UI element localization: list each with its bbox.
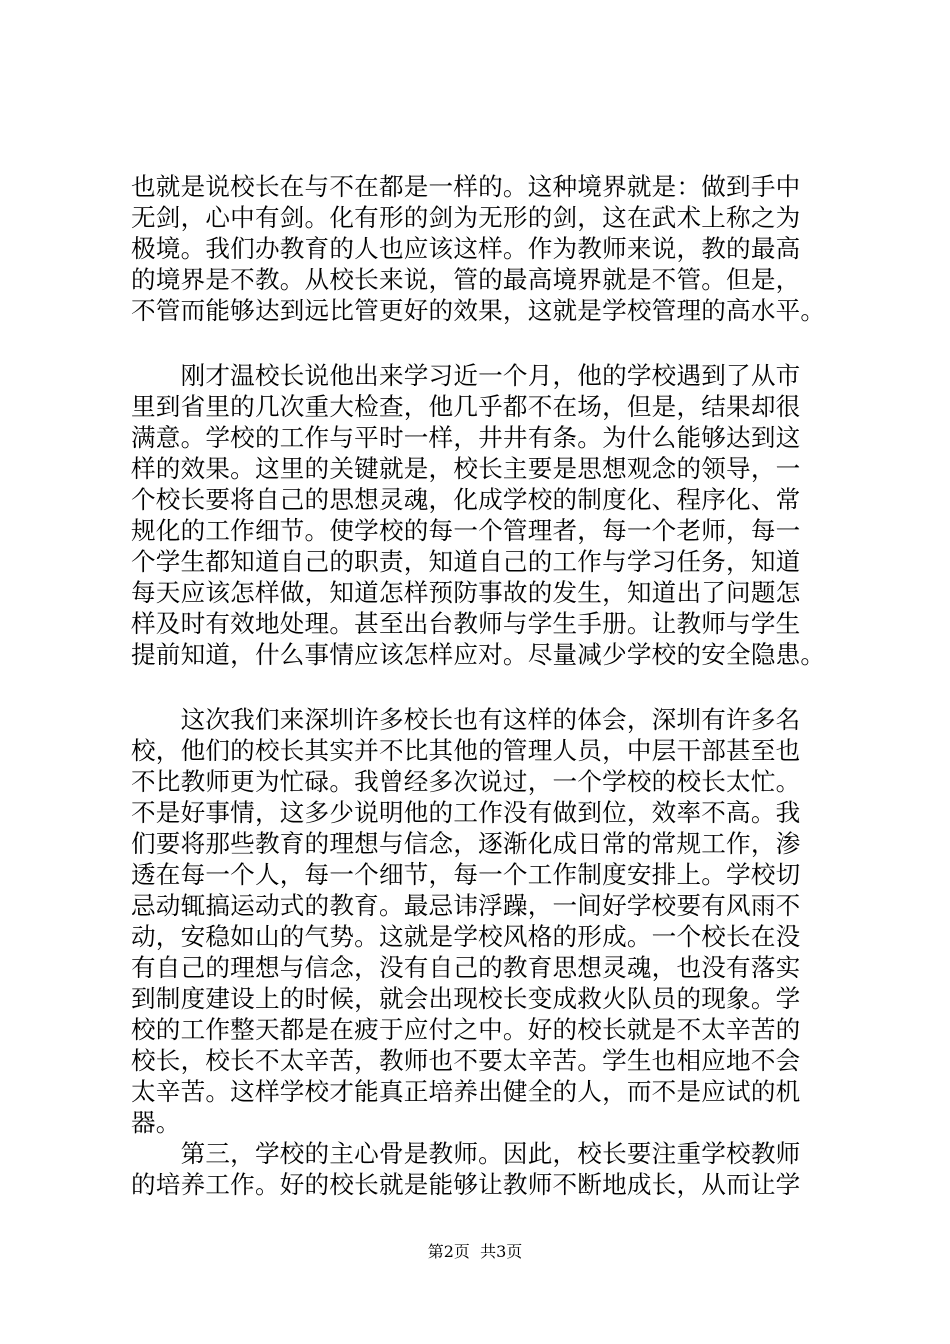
paragraph-2 [131,360,831,670]
text-line: 动，安稳如山的气势。这就是学校风格的形成。一个校长在没 [131,922,801,951]
text-line: 的境界是不教。从校长来说，管的最高境界就是不管。但是， [131,265,801,294]
text-line: 校，他们的校长其实并不比其他的管理人员，中层干部甚至也 [131,736,801,765]
paragraph-1 [131,171,831,326]
text-line: 校长，校长不太辛苦，教师也不要太辛苦。学生也相应地不会 [131,1046,801,1075]
text-line: 提前知道，什么事情应该怎样应对。尽量减少学校的安全隐患。 [131,640,826,669]
text-line: 样的效果。这里的关键就是，校长主要是思想观念的领导，一 [131,454,801,483]
text-line: 规化的工作细节。使学校的每一个管理者，每一个老师，每一 [131,516,801,545]
text-line: 满意。学校的工作与平时一样，井井有条。为什么能够达到这 [131,423,801,452]
text-line: 忌动辄搞运动式的教育。最忌讳浮躁，一间好学校要有风雨不 [131,891,801,920]
text-line: 极境。我们办教育的人也应该这样。作为教师来说，教的最高 [131,234,801,263]
text-line: 不是好事情，这多少说明他的工作没有做到位，效率不高。我 [131,798,801,827]
text-line: 有自己的理想与信念，没有自己的教育思想灵魂，也没有落实 [131,953,801,982]
text-line: 个校长要将自己的思想灵魂，化成学校的制度化、程序化、常 [131,485,801,514]
text-line: 不管而能够达到远比管更好的效果，这就是学校管理的高水平。 [131,296,826,325]
text-line: 也就是说校长在与不在都是一样的。这种境界就是：做到手中 [131,172,801,201]
text-line: 里到省里的几次重大检查，他几乎都不在场，但是，结果却很 [131,392,801,421]
text-line: 太辛苦。这样学校才能真正培养出健全的人，而不是应试的机 [131,1077,801,1106]
paragraph-spacer [131,326,831,360]
text-line: 刚才温校长说他出来学习近一个月，他的学校遇到了从市 [131,361,801,390]
text-line: 校的工作整天都是在疲于应付之中。好的校长就是不太辛苦的 [131,1015,801,1044]
paragraph-3 [131,704,831,1200]
text-line: 无剑，心中有剑。化有形的剑为无形的剑，这在武术上称之为 [131,203,801,232]
text-line: 不比教师更为忙碌。我曾经多次说过，一个学校的校长太忙。 [131,767,801,796]
text-line: 的培养工作。好的校长就是能够让教师不断地成长，从而让学 [131,1170,801,1199]
text-line: 每天应该怎样做，知道怎样预防事故的发生，知道出了问题怎 [131,578,801,607]
text-line: 器。 [131,1108,181,1137]
paragraph-spacer [131,670,831,704]
text-line: 们要将那些教育的理想与信念，逐渐化成日常的常规工作，渗 [131,829,801,858]
document-body [131,171,831,1200]
text-line: 个学生都知道自己的职责，知道自己的工作与学习任务，知道 [131,547,801,576]
text-line: 样及时有效地处理。甚至出台教师与学生手册。让教师与学生 [131,609,801,638]
text-line: 这次我们来深圳许多校长也有这样的体会，深圳有许多名 [131,705,801,734]
page-number-footer: 第2页 共3页 [427,1242,523,1261]
text-line: 到制度建设上的时候，就会出现校长变成救火队员的现象。学 [131,984,801,1013]
text-line: 透在每一个人，每一个细节，每一个工作制度安排上。学校切 [131,860,801,889]
text-line: 第三，学校的主心骨是教师。因此，校长要注重学校教师 [131,1139,801,1168]
